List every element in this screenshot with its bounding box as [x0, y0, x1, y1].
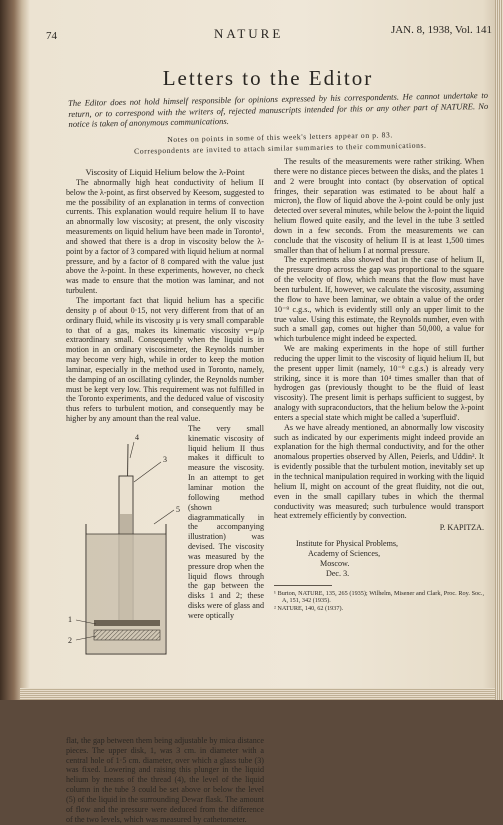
journal-page: [44, 18, 492, 824]
affiliation-line: Academy of Sciences,: [308, 549, 381, 559]
running-header: [44, 18, 492, 42]
affiliation: [274, 539, 484, 579]
left-column: [66, 168, 264, 825]
disk-upper: [94, 620, 160, 626]
author-name: P. KAPITZA.: [439, 523, 484, 533]
affiliation-line: Dec. 3.: [326, 569, 350, 579]
paragraph: As we have already mentioned, an abnormally low viscosity such as indicated by our experiments might indeed provide an explanation for the high thermal conductivity, and for the other anomalous properties observed by Allen, Peierls, and Uddin². It is evidently possible that the turbulent motion, inevitably set up in the technical manipulation required in working with the liquid helium II, might on account of the great fluidity, not die out, even in the small capillary tubes in which the thermal conductivity was measured; such turbulence would transport heat extremely efficiently by convection.: [274, 422, 484, 521]
letter-title: Viscosity of Liquid Helium below the λ-Point: [85, 167, 245, 177]
figure-label: 2: [68, 635, 72, 645]
paragraph: The very small kinematic viscosity of liquid helium II thus makes it difficult to measure the viscosity. In an attempt to get laminar motion the following method (shown diagrammatically in the accompanying illustration) was devised. The viscosity was measured by the pressure drop when the liquid flows through the gap between the disks 1 and 2; these disks were of glass and were optically: [188, 423, 264, 620]
apparatus-diagram: [66, 424, 184, 736]
notice-line-1: Notes on points in some of this week's letters appear on p. 83.: [167, 130, 393, 145]
leader-line: [130, 442, 134, 458]
page-number: 74: [46, 30, 57, 42]
paragraph: The important fact that liquid helium has a specific density ρ of about 0·15, not very different from that of an ordinary fluid, while its viscosity μ is very small comparable to that of a gas, makes its kinematic viscosity ν=μ/ρ extraordinary small. Consequently when the liquid is in motion in an ordinary viscosimeter, the Reynolds number may become very high, while in order to keep the motion laminar, especially in the method used in Toronto, namely, the damping of an oscillating cylinder, the Reynolds number must be kept very low. This requirement was not fulfilled in the Toronto experiments, and the deduced value of viscosity thus refers to turbulent motion, and consequently may be higher by any amount than the real value.: [66, 295, 264, 424]
figure-label: 1: [68, 614, 72, 624]
paragraph: flat, the gap between them being adjustable by mica distance pieces. The upper disk, 1, was 3 cm. in diameter with a central hole of 1·5 cm. diameter, over which a glass tube (3) was fixed. Lowering and raising this plunger in the liquid helium by means of the thread (4), the level of the liquid column in the tube 3 could be set above or below the level (5) of the liquid in the surrounding Dewar flask. The amount of flow and the pressure were deduced from the difference of the two levels, which was measured by cathetometer.: [66, 735, 264, 824]
reference: ² NATURE, 140, 62 (1937).: [274, 604, 344, 612]
affiliation-line: Moscow.: [320, 559, 350, 569]
paragraph: The abnormally high heat conductivity of helium II below the λ-point, as first observed by Keesom, suggested to me the possibility of an explanation in terms of convection currents. This explanation would require helium II to have an abnormally low viscosity; at present, the only viscosity measurements on liquid helium have been made in Toronto¹, and showed that there is a drop in viscosity below the λ-point by a factor of 3 compared with liquid helium at normal pressure, and by a factor of 8 compared with the value just above the λ-point. In these experiments, however, no check was made to ensure that the motion was laminar, and not turbulent.: [66, 177, 264, 296]
figure-block: [66, 424, 264, 736]
figure-side-text: [188, 424, 264, 621]
paragraph: The experiments also showed that in the case of helium II, the pressure drop across the gap was proportional to the square of the velocity of flow, which means that the flow must have been turbulent. If, however, we calculate the viscosity, assuming the flow to have been laminar, we obtain a value of the order 10⁻⁹ c.g.s., which is evidently still only an upper limit to the true value. Using this estimate, the Reynolds number, even with such a small gap, comes out higher than 50,000, a value for which turbulence might indeed be expected.: [274, 255, 484, 344]
disk-lower: [94, 630, 160, 640]
figure-label: 4: [135, 432, 139, 442]
editor-disclaimer: The Editor does not hold himself responsible for opinions expressed by his correspondents. He cannot undertake to return, or to correspond with the writers of, rejected manuscripts intended for this or any other part of NATURE. No notice is taken of anonymous communications.: [68, 89, 489, 130]
paragraph: We are making experiments in the hope of still further reducing the upper limit to the viscosity of liquid helium II, but the present upper limit (namely, 10⁻⁹ c.g.s.) is already very striking, since it is more than 10⁴ times smaller than that of hydrogen gas (previously thought to be the fluid of least viscosity). The present limit is perhaps sufficient to suggest, by analogy with supraconductors, that the helium below the λ-point enters a special state which might be called a 'superfluid'.: [274, 344, 484, 422]
notice-line-2: Correspondents are invited to attach similar summaries to their communications.: [134, 140, 427, 156]
footnote-rule: [274, 585, 332, 586]
affiliation-line: Institute for Physical Problems,: [296, 539, 399, 549]
leader-line: [134, 462, 161, 482]
figure-label: 3: [163, 454, 167, 464]
page-edges: [495, 0, 503, 700]
references: [274, 590, 484, 612]
right-column: [274, 157, 484, 612]
reference: ¹ Burton, NATURE, 135, 265 (1935); Wilhelm, Misener and Clark, Proc. Roy. Soc., A, 151, 342 (1935).: [274, 590, 484, 605]
paragraph: The results of the measurements were rather striking. When there were no distance pieces between the disks, and the plates 1 and 2 were brought into contact (by observation of optical fringes, their separation was estimated to be about half a micron), the flow of liquid above the λ-point could be only just detected over several minutes, while below the λ-point the liquid helium flowed quite easily, and the level in the tube 3 settled down in a few seconds. From the measurements we can conclude that the viscosity of helium II is at least 1,500 times smaller than that of helium I at normal pressure.: [274, 157, 484, 255]
issue-dateline: JAN. 8, 1938, Vol. 141: [390, 24, 492, 36]
figure-label: 5: [176, 504, 180, 514]
notice: [74, 127, 486, 158]
leader-line: [154, 510, 174, 524]
section-title: Letters to the Editor: [162, 66, 374, 90]
journal-name: NATURE: [214, 26, 284, 41]
